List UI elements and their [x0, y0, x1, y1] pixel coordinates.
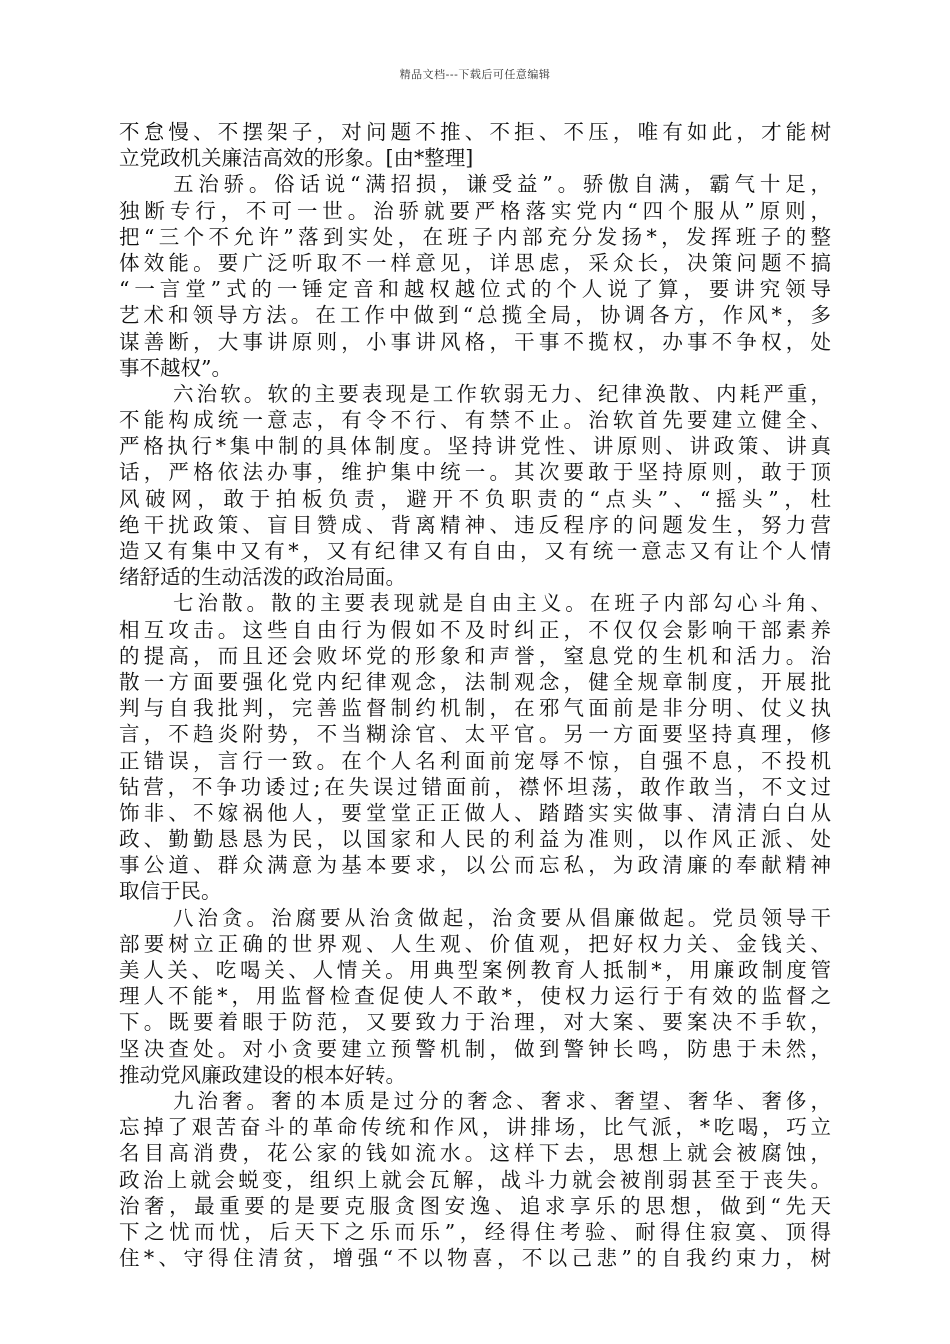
text-line: 严格执行*集中制的具体制度。坚持讲党性、讲原则、讲政策、讲真 — [119, 434, 831, 459]
text-line: 忘掉了艰苦奋斗的革命传统和作风，讲排场，比气派，*吃喝，巧立 — [119, 1115, 831, 1140]
text-line: 政、勤勤恳恳为民，以国家和人民的利益为准则，以作风正派、处 — [119, 827, 831, 852]
text-line: 推动党风廉政建设的根本好转。 — [119, 1062, 406, 1087]
text-line: 不能构成统一意志，有令不行、有禁不止。治软首先要建立健全、 — [119, 408, 831, 433]
text-line: 理人不能*，用监督检查促使人不敢*，使权力运行于有效的监督之 — [119, 984, 831, 1009]
paragraph-first-line: 六治软。软的主要表现是工作软弱无力、纪律涣散、内耗严重， — [173, 381, 831, 406]
text-line: 下。既要着眼于防范，又要致力于治理，对大案、要案决不手软， — [119, 1010, 831, 1035]
text-line: 名目高消费，花公家的钱如流水。这样下去，思想上就会被腐蚀， — [119, 1141, 831, 1166]
paragraph-first-line: 七治散。散的主要表现就是自由主义。在班子内部勾心斗角、 — [173, 591, 831, 616]
text-line: 绪舒适的生动活泼的政治局面。 — [119, 565, 406, 590]
text-line: 事不越权”。 — [119, 355, 232, 380]
text-line: 住*、守得住清贫，增强“不以物喜，不以己悲”的自我约束力，树 — [119, 1246, 831, 1271]
text-line: 谋善断，大事讲原则，小事讲风格，干事不揽权，办事不争权，处 — [119, 329, 831, 354]
text-line: 钻营，不争功诿过;在失误过错面前，襟怀坦荡，敢作敢当，不文过 — [119, 774, 831, 799]
text-line: 把“三个不允许”落到实处，在班子内部充分发扬*，发挥班子的整 — [119, 224, 831, 249]
text-line: 言，不趋炎附势，不当糊涂官、太平官。另一方面要坚持真理，修 — [119, 722, 831, 747]
text-line: 风破网，敢于拍板负责，避开不负职责的“点头”、“摇头”，杜 — [119, 486, 831, 511]
text-line: 艺术和领导方法。在工作中做到“总揽全局，协调各方，作风*，多 — [119, 303, 831, 328]
text-line: 坚决查处。对小贪要建立预警机制，做到警钟长鸣，防患于未然， — [119, 1036, 831, 1061]
text-line: 政治上就会蜕变，组织上就会瓦解，战斗力就会被削弱甚至于丧失。 — [119, 1167, 831, 1192]
text-line: 的提高，而且还会败坏党的形象和声誉，窒息党的生机和活力。治 — [119, 643, 831, 668]
text-line: 体效能。要广泛听取不一样意见，详思虑，采众长，决策问题不搞 — [119, 250, 831, 275]
text-line: 绝干扰政策、盲目赞成、背离精神、违反程序的问题发生，努力营 — [119, 512, 831, 537]
text-line: 造又有集中又有*，又有纪律又有自由，又有统一意志又有让个人情 — [119, 539, 831, 563]
text-line: 不怠慢、不摆架子，对问题不推、不拒、不压，唯有如此，才能树 — [119, 120, 831, 144]
text-line: 治奢，最重要的是要克服贪图安逸、追求享乐的思想，做到“先天 — [119, 1193, 831, 1218]
text-line: 取信于民。 — [119, 879, 222, 904]
paragraph-first-line: 五治骄。俗话说“满招损，谦受益”。骄傲自满，霸气十足， — [173, 172, 831, 197]
text-line: 话，严格依法办事，维护集中统一。其次要敢于坚持原则，敢于顶 — [119, 460, 831, 485]
text-line: 立党政机关廉洁高效的形象。[由*整理] — [119, 146, 474, 171]
text-line: 下之忧而忧，后天下之乐而乐”，经得住考验、耐得住寂寞、顶得 — [119, 1219, 831, 1244]
text-line: 散一方面要强化党内纪律观念，法制观念，健全规章制度，开展批 — [119, 669, 831, 694]
paragraph-first-line: 九治奢。奢的本质是过分的奢念、奢求、奢望、奢华、奢侈， — [173, 1088, 831, 1113]
text-line: 独断专行，不可一世。治骄就要严格落实党内“四个服从”原则， — [119, 198, 831, 223]
text-line: 饰非、不嫁祸他人，要堂堂正正做人、踏踏实实做事、清清白白从 — [119, 800, 831, 825]
page-header: 精品文档---下载后可任意编辑 — [399, 68, 551, 81]
text-line: 正错误，言行一致。在个人名利面前宠辱不惊，自强不息，不投机 — [119, 748, 831, 773]
text-line: 判与自我批判，完善监督制约机制，在邪气面前是非分明、仗义执 — [119, 696, 831, 721]
document-body — [119, 119, 831, 1271]
text-line: 美人关、吃喝关、人情关。用典型案例教育人抵制*，用廉政制度管 — [119, 958, 831, 982]
text-line: “一言堂”式的一锤定音和越权越位式的个人说了算，要讲究领导 — [119, 277, 831, 302]
text-line: 相互攻击。这些自由行为假如不及时纠正，不仅仅会影响干部素养 — [119, 617, 831, 642]
text-line: 事公道、群众满意为基本要求，以公而忘私，为政清廉的奉献精神 — [119, 853, 831, 878]
paragraph-first-line: 八治贪。治腐要从治贪做起，治贪要从倡廉做起。党员领导干 — [173, 905, 831, 930]
text-line: 部要树立正确的世界观、人生观、价值观，把好权力关、金钱关、 — [119, 931, 831, 956]
